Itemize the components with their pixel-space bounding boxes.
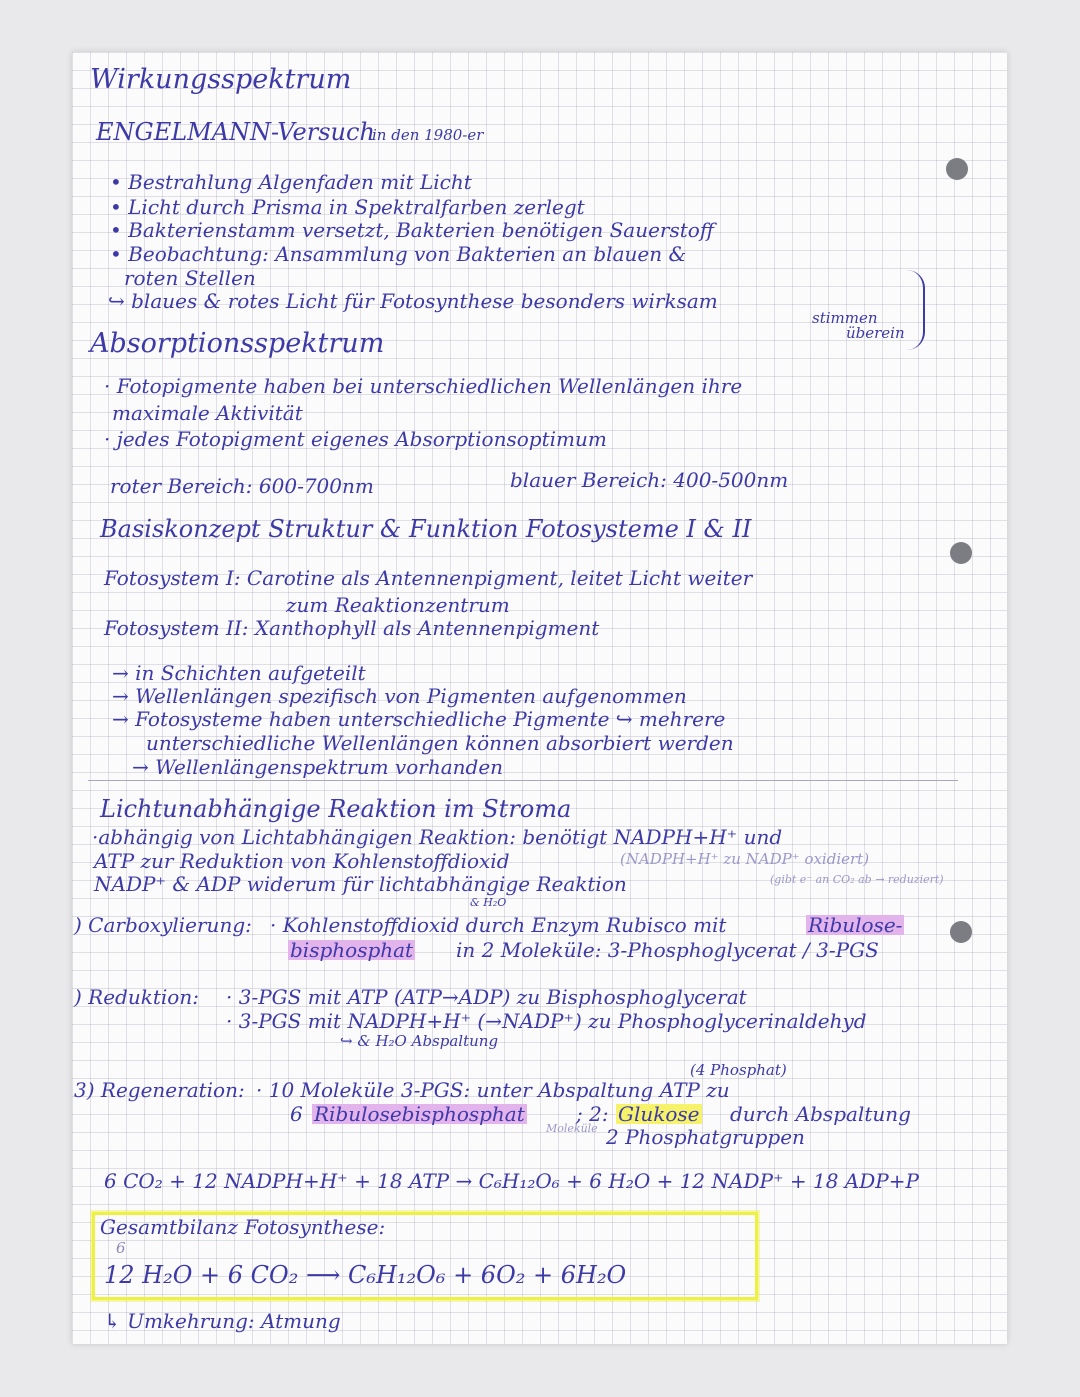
list-item: • Licht durch Prisma in Spektralfarben zerlegt [110,195,585,219]
list-item: • Bestrahlung Algenfaden mit Licht [110,170,472,194]
calvin-equation: 6 CO₂ + 12 NADPH+H⁺ + 18 ATP → C₆H₁₂O₆ + 6 H₂O + 12 NADP⁺ + 18 ADP+P [104,1169,919,1193]
regeneration-text: ; 2: [576,1102,609,1126]
highlight-ribulosebisphosphat: Ribulosebisphosphat [314,1102,525,1126]
list-item: · jedes Fotopigment eigenes Absorptionsoptimum [104,427,607,451]
divider-line [88,780,958,781]
reduktion-label: ) Reduktion: [74,985,199,1009]
list-item: • Bakterienstamm versetzt, Bakterien benötigen Sauerstoff [110,218,715,242]
conclusion-text: ↪ blaues & rotes Licht für Fotosynthese besonders wirksam [108,289,718,313]
side-note: überein [846,324,905,342]
annotation-note: (gibt e⁻ an CO₂ ab → reduziert) [770,873,944,886]
punch-hole [950,921,972,943]
regeneration-label: 3) Regeneration: [74,1078,245,1102]
engelmann-date-note: in den 1980-er [372,126,484,144]
gesamtbilanz-equation: 12 H₂O + 6 CO₂ ⟶ C₆H₁₂O₆ + 6O₂ + 6H₂O [104,1261,627,1289]
regeneration-text: durch Abspaltung [730,1102,911,1126]
carboxylierung-text: · Kohlenstoffdioxid durch Enzym Rubisco mit [270,913,727,937]
list-item: → Wellenlängenspektrum vorhanden [132,755,504,779]
paragraph-line: ATP zur Reduktion von Kohlenstoffdioxid [94,849,510,873]
punch-hole [946,158,968,180]
carboxylierung-label: ) Carboxylierung: [74,913,252,937]
regeneration-text: · 10 Moleküle 3-PGS: unter Abspaltung ATP zu [256,1078,730,1102]
heading-absorptionsspektrum: Absorptionsspektrum [90,328,385,359]
regeneration-text: 2 Phosphatgruppen [606,1125,805,1149]
correction-note: 6 [116,1239,126,1257]
red-range-text: roter Bereich: 600-700nm [110,474,374,498]
reduktion-text: · 3-PGS mit NADPH+H⁺ (→NADP⁺) zu Phosphoglycerinaldehyd [226,1009,867,1033]
highlight-bisphosphat: bisphosphat [290,938,414,962]
paragraph-line: NADP⁺ & ADP widerum für lichtabhängige Reaktion [94,872,627,896]
punch-hole [950,542,972,564]
fotosystem-1-text-cont: zum Reaktionzentrum [286,593,510,617]
highlight-ribulose: Ribulose- [808,913,903,937]
regeneration-note: (4 Phosphat) [690,1061,787,1079]
list-item: roten Stellen [124,266,256,290]
annotation-note: (NADPH+H⁺ zu NADP⁺ oxidiert) [620,850,870,868]
list-item: → Wellenlängen spezifisch von Pigmenten aufgenommen [112,684,687,708]
gesamtbilanz-title: Gesamtbilanz Fotosynthese: [100,1215,386,1239]
reduktion-text: · 3-PGS mit ATP (ATP→ADP) zu Bisphosphoglycerat [226,985,747,1009]
reduktion-note: ↪ & H₂O Abspaltung [340,1032,499,1050]
highlight-glukose: Glukose [618,1102,700,1126]
list-item: maximale Aktivität [112,401,303,425]
bracket-arrow-icon [905,270,925,350]
h2o-note: & H₂O [470,896,507,909]
list-item: → Fotosysteme haben unterschiedliche Pigmente ↪ mehrere [112,707,726,731]
list-item: → in Schichten aufgeteilt [112,661,366,685]
annotation-note: Moleküle [546,1122,598,1135]
regeneration-number: 6 [290,1102,303,1126]
blue-range-text: blauer Bereich: 400-500nm [510,468,789,492]
footer-umkehrung: ↳ Umkehrung: Atmung [104,1309,341,1333]
heading-wirkungsspektrum: Wirkungsspektrum [90,64,352,95]
carboxylierung-text-cont: in 2 Moleküle: 3-Phosphoglycerat / 3-PGS [456,938,879,962]
list-item: unterschiedliche Wellenlängen können absorbiert werden [146,731,734,755]
heading-basiskonzept: Basiskonzept Struktur & Funktion Fotosysteme I & II [100,515,752,543]
fotosystem-1-text: Fotosystem I: Carotine als Antennenpigment, leitet Licht weiter [104,566,753,590]
paragraph-line: ·abhängig von Lichtabhängigen Reaktion: benötigt NADPH+H⁺ und [92,825,783,849]
list-item: • Beobachtung: Ansammlung von Bakterien an blauen & [110,242,687,266]
list-item: · Fotopigmente haben bei unterschiedlichen Wellenlängen ihre [104,374,743,398]
heading-lichtunabhaengige-reaktion: Lichtunabhängige Reaktion im Stroma [100,795,572,823]
side-note: stimmen [812,309,878,327]
fotosystem-2-text: Fotosystem II: Xanthophyll als Antennenpigment [104,616,600,640]
subheading-engelmann: ENGELMANN-Versuch [96,118,375,146]
